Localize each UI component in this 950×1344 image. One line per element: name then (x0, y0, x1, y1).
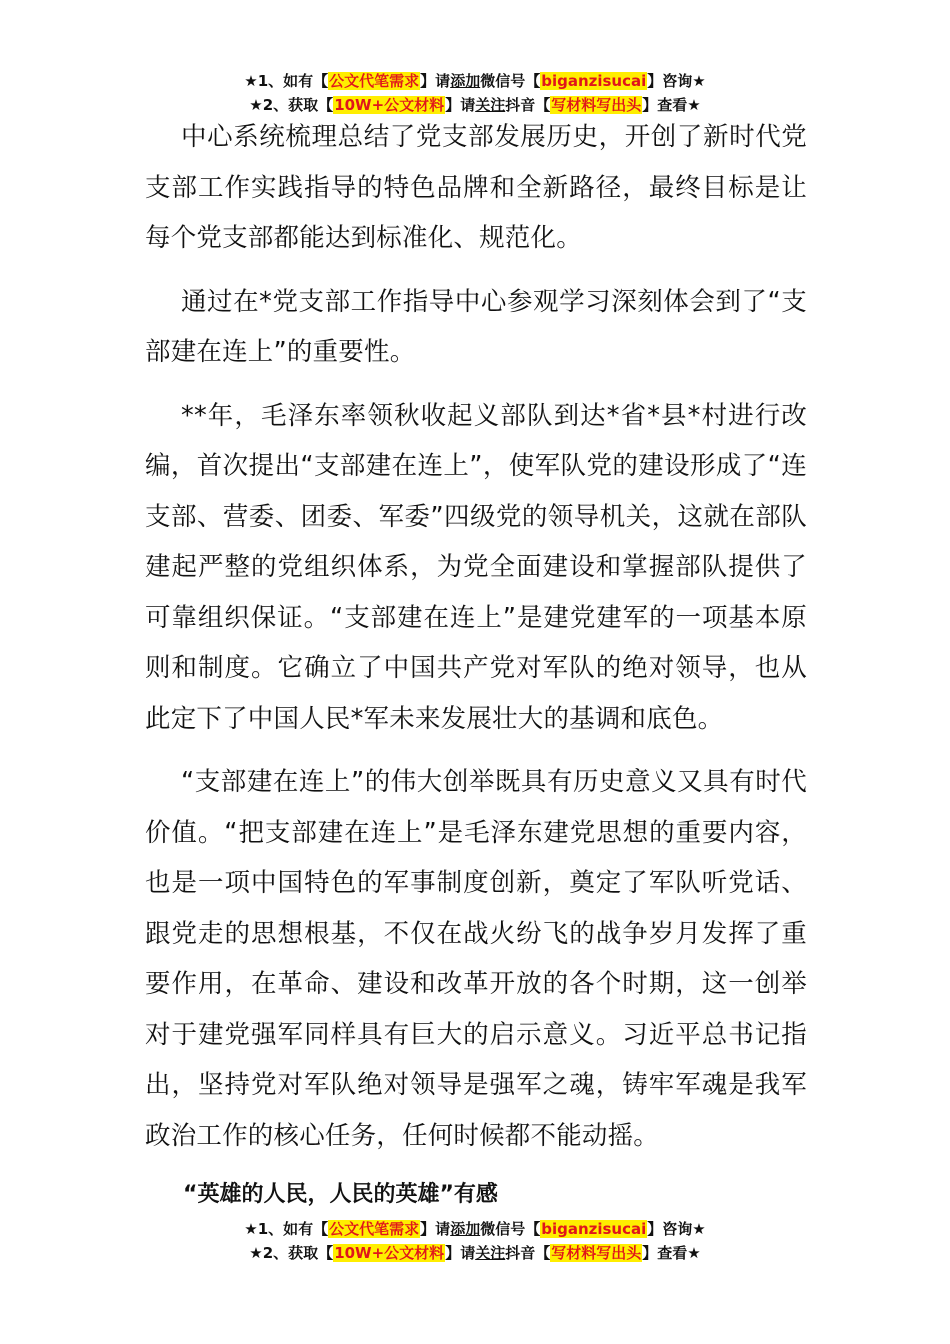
wechat-id-highlight: biganzisucai (541, 1220, 647, 1238)
paragraph: “支部建在连上”的伟大创举既具有历史意义又具有时代价值。“把支部建在连上”是毛泽东建党思想的重要内容，也是一项中国特色的军事制度创新，奠定了军队听党话、跟党走的思想根基，不仅在战火纷飞的战争岁月发挥了重要作用，在革命、建设和改革开放的各个时期，这一创举对于建党强军同样具有巨大的启示意义。习近平总书记指出，坚持党对军队绝对领导是强军之魂，铸牢军魂是我军政治工作的核心任务，任何时候都不能动摇。 (145, 767, 807, 1151)
banner-line-2 (0, 1242, 950, 1266)
banner-text: 】请 (420, 72, 451, 90)
highlight-text: 公文代笔需求 (329, 72, 420, 90)
banner-text: 】查看★ (642, 96, 701, 114)
promo-banner-bottom (0, 1218, 950, 1266)
highlight-text: 10W+公文材料 (334, 1244, 445, 1262)
section-heading: “英雄的人民，人民的英雄”有感 (183, 1182, 498, 1207)
underlined-text: 关注 (475, 96, 506, 114)
banner-text: ★1、如有【 (244, 1220, 329, 1238)
banner-text: 抖音【 (505, 96, 551, 114)
banner-text: ★1、如有【 (244, 72, 329, 90)
banner-line-1 (0, 1218, 950, 1242)
banner-text: 】查看★ (642, 1244, 701, 1262)
document-body (145, 112, 807, 1161)
douyin-highlight: 写材料写出头 (551, 1244, 642, 1262)
paragraph: **年，毛泽东率领秋收起义部队到达*省*县*村进行改编，首次提出“支部建在连上”，使军队党的建设形成了“连支部、营委、团委、军委”四级党的领导机关，这就在部队建起严整的党组织体系，为党全面建设和掌握部队提供了可靠组织保证。“支部建在连上”是建党建军的一项基本原则和制度。它确立了中国共产党对军队的绝对领导，也从此定下了中国人民*军未来发展壮大的基调和底色。 (145, 400, 807, 734)
banner-text: 】请 (445, 96, 476, 114)
wechat-id-highlight: biganzisucai (541, 72, 647, 90)
banner-text: ★2、获取【 (249, 1244, 334, 1262)
douyin-highlight: 写材料写出头 (551, 96, 642, 114)
banner-text: 抖音【 (505, 1244, 551, 1262)
paragraph: 通过在*党支部工作指导中心参观学习深刻体会到了“支部建在连上”的重要性。 (145, 286, 807, 367)
banner-text: 微信号【 (480, 1220, 541, 1238)
banner-line-1 (0, 70, 950, 94)
underlined-text: 添加 (450, 72, 481, 90)
banner-text: 】请 (420, 1220, 451, 1238)
banner-text: 】请 (445, 1244, 476, 1262)
banner-text: 】咨询★ (647, 72, 706, 90)
highlight-text: 公文代笔需求 (329, 1220, 420, 1238)
banner-text: 】咨询★ (647, 1220, 706, 1238)
underlined-text: 添加 (450, 1220, 481, 1238)
promo-banner-top (0, 70, 950, 118)
paragraph: 中心系统梳理总结了党支部发展历史，开创了新时代党支部工作实践指导的特色品牌和全新路径，最终目标是让每个党支部都能达到标准化、规范化。 (145, 122, 807, 253)
highlight-text: 10W+公文材料 (334, 96, 445, 114)
banner-text: ★2、获取【 (249, 96, 334, 114)
underlined-text: 关注 (475, 1244, 506, 1262)
banner-text: 微信号【 (480, 72, 541, 90)
